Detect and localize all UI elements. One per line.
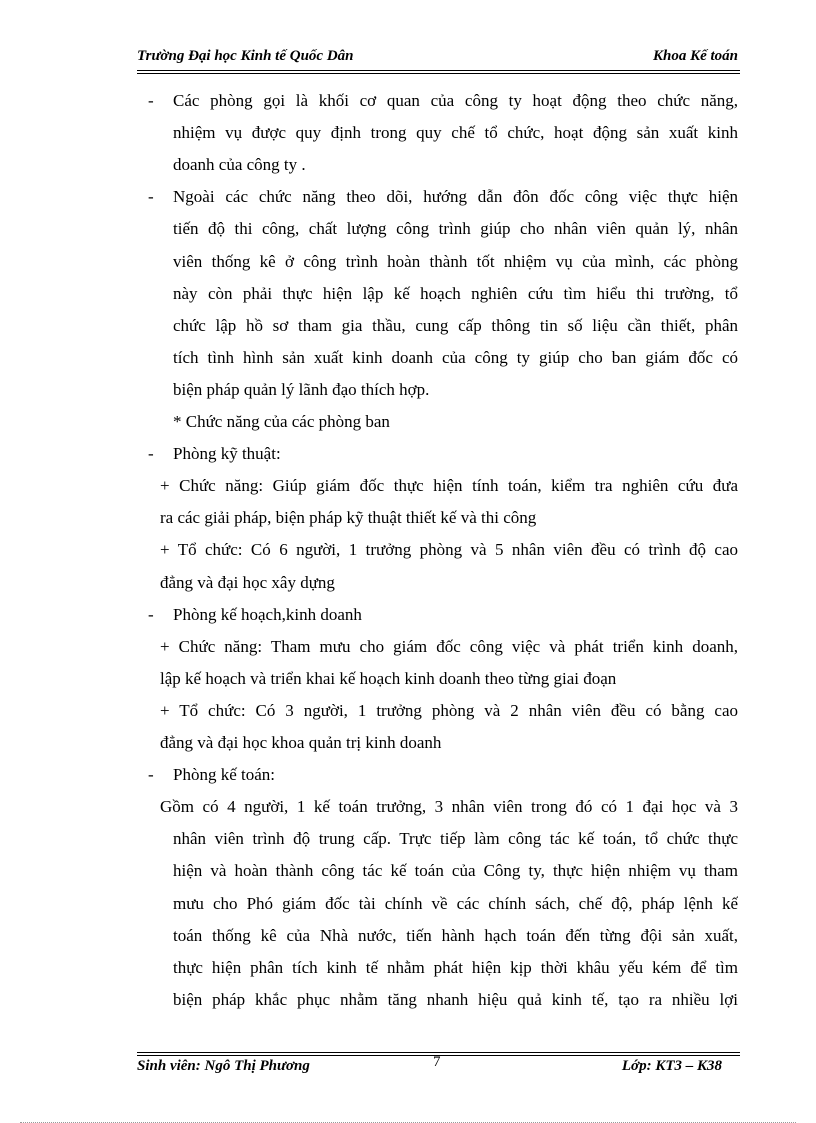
footer-class: Lớp: KT3 – K38 <box>621 1058 722 1074</box>
page-footer <box>137 1054 740 1080</box>
body-line: viên thống kê ở công trình hoàn thành tốt nhiệm vụ của mình, các phòng <box>173 251 738 271</box>
body-line: đẳng và đại học khoa quản trị kinh doanh <box>160 733 442 752</box>
body-line: hiện và hoàn thành công tác kế toán của Công ty, thực hiện nhiệm vụ tham <box>173 861 738 881</box>
header-rule-thin <box>137 73 740 74</box>
header-faculty: Khoa Kế toán <box>652 48 738 64</box>
body-line: chức lập hồ sơ tham gia thầu, cung cấp thông tin số liệu cần thiết, phân <box>173 315 738 335</box>
body-line: + Tổ chức: Có 3 người, 1 trưởng phòng và 2 nhân viên đều có bằng cao <box>160 700 738 720</box>
body-line: thực hiện phân tích kinh tế nhằm phát hiện kịp thời khâu yếu kém để tìm <box>173 957 738 977</box>
body-line: Phòng kỹ thuật: <box>173 444 281 464</box>
body-line: này còn phải thực hiện lập kế hoạch nghiên cứu tìm hiểu thi trường, tổ <box>173 283 738 303</box>
body-line: đẳng và đại học xây dựng <box>160 572 335 592</box>
body-line: lập kế hoạch và triển khai kế hoạch kinh doanh theo từng giai đoạn <box>160 668 617 688</box>
page-number: 7 <box>433 1054 441 1070</box>
body-line: Phòng kế hoạch,kinh doanh <box>173 604 362 624</box>
bullet-dash: - <box>148 604 154 624</box>
body-line: Gồm có 4 người, 1 kế toán trưởng, 3 nhân viên trong đó có 1 đại học và 3 <box>160 797 738 817</box>
page-header <box>137 48 740 70</box>
bullet-dash: - <box>148 187 154 207</box>
body-line: + Chức năng: Giúp giám đốc thực hiện tính toán, kiểm tra nghiên cứu đưa <box>160 476 738 496</box>
body-line: biện pháp quản lý lãnh đạo thích hợp. <box>173 379 430 399</box>
body-line: mưu cho Phó giám đốc tài chính về các chính sách, chế độ, pháp lệnh kế <box>173 893 738 913</box>
body-line: biện pháp khắc phục nhằm tăng nhanh hiệu quả kinh tế, tạo ra nhiều lợi <box>173 989 738 1009</box>
bullet-dash: - <box>148 444 154 464</box>
footer-student: Sinh viên: Ngô Thị Phương <box>137 1058 310 1074</box>
body-line: Phòng kế toán: <box>173 765 275 785</box>
body-line: nhiệm vụ được quy định trong quy chế tổ chức, hoạt động sản xuất kinh <box>173 123 738 143</box>
body-line: Các phòng gọi là khối cơ quan của công ty hoạt động theo chức năng, <box>173 91 738 110</box>
body-line: + Chức năng: Tham mưu cho giám đốc công việc và phát triển kinh doanh, <box>160 636 738 656</box>
body-line: + Tổ chức: Có 6 người, 1 trưởng phòng và 5 nhân viên đều có trình độ cao <box>160 540 738 560</box>
header-rule-thick <box>137 70 740 71</box>
body-line: nhân viên trình độ trung cấp. Trực tiếp làm công tác kế toán, tổ chức thực <box>173 829 738 849</box>
body-line: toán thống kê của Nhà nước, tiến hành hạch toán đến từng đội sản xuất, <box>173 925 738 945</box>
bullet-dash: - <box>148 765 154 785</box>
body-line: Ngoài các chức năng theo dõi, hướng dẫn đôn đốc công việc thực hiện <box>173 187 738 207</box>
body-line: tích tình hình sản xuất kinh doanh của công ty giúp cho ban giám đốc có <box>173 347 738 367</box>
header-school: Trường Đại học Kinh tế Quốc Dân <box>137 48 354 64</box>
footer-rule-thin <box>137 1052 740 1053</box>
body-line: * Chức năng của các phòng ban <box>173 412 390 431</box>
body-line: tiến độ thi công, chất lượng công trình giúp cho nhân viên quản lý, nhân <box>173 219 738 239</box>
body-line: ra các giải pháp, biện pháp kỹ thuật thiết kế và thi công <box>160 508 537 528</box>
body-line: doanh của công ty . <box>173 155 306 175</box>
bullet-dash: - <box>148 91 154 110</box>
